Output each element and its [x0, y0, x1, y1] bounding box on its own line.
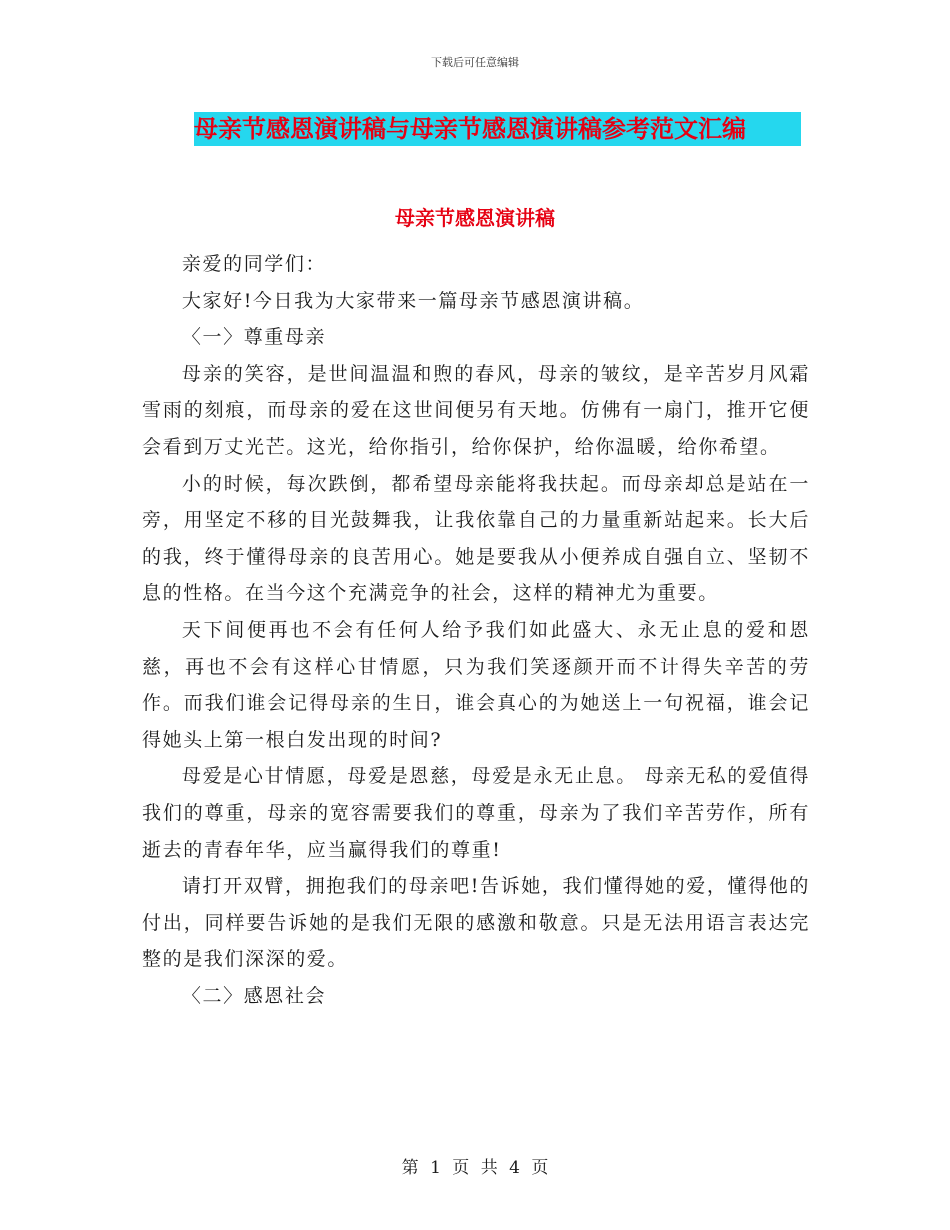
paragraph: 小的时候，每次跌倒，都希望母亲能将我扶起。而母亲却总是站在一旁，用坚定不移的目光鼓舞我，让我依靠自己的力量重新站起来。长大后的我，终于懂得母亲的良苦用心。她是要我从小便养成自强自立、坚韧不息的性格。在当今这个充满竞争的社会，这样的精神尤为重要。 — [142, 472, 810, 605]
paragraph: 亲爱的同学们： — [181, 253, 327, 275]
paragraph: 〈一〉尊重母亲 — [181, 326, 327, 349]
section-title: 母亲节感恩演讲稿 — [395, 206, 555, 230]
page-footer: 第 1 页 共 4 页 — [401, 1158, 549, 1178]
document-body — [142, 246, 810, 1014]
paragraph: 天下间便再也不会有任何人给予我们如此盛大、永无止息的爱和恩慈，再也不会有这样心甘情愿，只为我们笑逐颜开而不计得失辛苦的劳作。而我们谁会记得母亲的生日，谁会真心的为她送上一句祝福，谁会记得她头上第一根白发出现的时间? — [142, 618, 810, 751]
paragraph: 请打开双臂，拥抱我们的母亲吧!告诉她，我们懂得她的爱，懂得他的付出，同样要告诉她的是我们无限的感激和敬意。只是无法用语言表达完整的是我们深深的爱。 — [142, 875, 810, 971]
paragraph: 母爱是心甘情愿，母爱是恩慈，母爱是永无止息。 母亲无私的爱值得我们的尊重，母亲的宽容需要我们的尊重，母亲为了我们辛苦劳作，所有逝去的青春年华，应当赢得我们的尊重! — [142, 765, 810, 861]
paragraph: 母亲的笑容，是世间温温和煦的春风，母亲的皱纹，是辛苦岁月风霜雪雨的刻痕，而母亲的爱在这世间便另有天地。仿佛有一扇门，推开它便会看到万丈光芒。这光，给你指引，给你保护，给你温暖，给你希望。 — [142, 362, 810, 458]
paragraph: 大家好!今日我为大家带来一篇母亲节感恩演讲稿。 — [181, 289, 645, 312]
header-note: 下载后可任意编辑 — [431, 56, 519, 69]
document-title: 母亲节感恩演讲稿与母亲节感恩演讲稿参考范文汇编 — [194, 112, 801, 146]
paragraph: 〈二〉感恩社会 — [181, 984, 327, 1007]
